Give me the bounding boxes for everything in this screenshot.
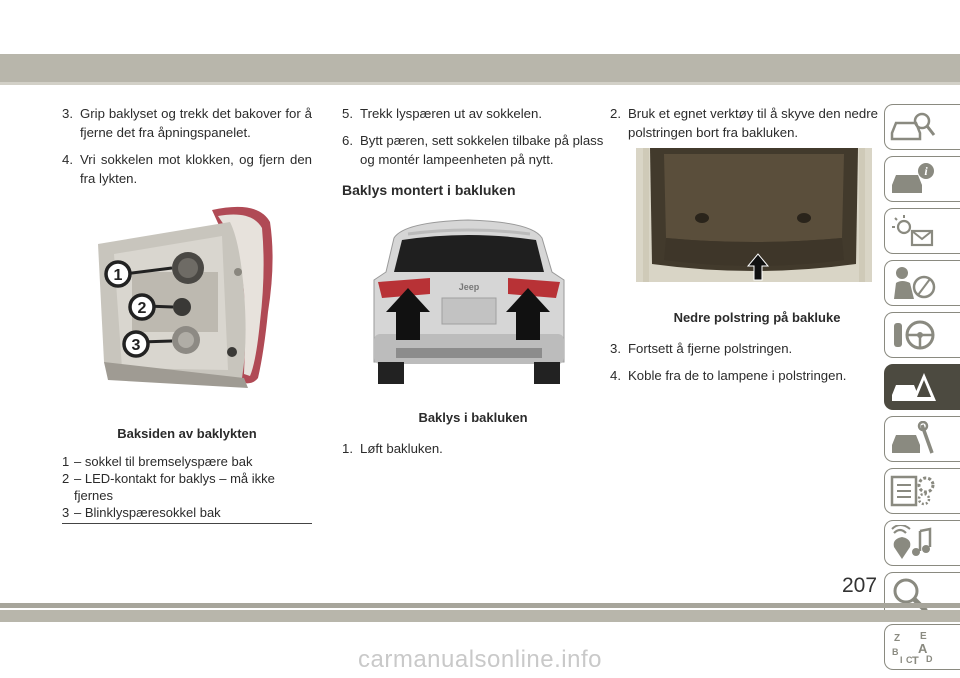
steering-wheel-icon	[890, 317, 936, 353]
car-search-icon	[890, 109, 936, 145]
car-info-icon	[890, 161, 936, 197]
callout-2: 2	[137, 300, 147, 317]
index-letter: Z	[894, 633, 901, 644]
legend-text: – LED-kontakt for baklys – må ikke fjernes	[74, 471, 275, 503]
step-number: 3.	[610, 341, 621, 356]
step-item	[610, 339, 882, 358]
index-letter: D	[926, 654, 933, 664]
step-text: Vri sokkelen mot klokken, og fjern den fra lykten.	[80, 152, 312, 186]
warning-lights-message-icon	[890, 213, 936, 249]
legend-number: 3	[62, 505, 70, 520]
tail-lamp-back-illustration	[62, 202, 312, 416]
sidebar-tab-car-info[interactable]	[884, 156, 960, 202]
car-wrench-icon	[890, 421, 936, 457]
step-number: 5.	[342, 106, 353, 121]
figure-caption: Baksiden av baklykten	[117, 426, 257, 441]
liftgate-trim-illustration	[636, 148, 872, 282]
step-item	[342, 104, 604, 123]
hazard-car-icon	[890, 369, 936, 405]
step-item	[610, 104, 882, 142]
sidebar-tab-warning-lights[interactable]	[884, 208, 960, 254]
section-heading: Baklys montert i bakluken	[342, 182, 516, 198]
step-item	[610, 366, 882, 385]
step-text: Løft bakluken.	[360, 441, 443, 456]
svg-text:Jeep: Jeep	[458, 282, 480, 292]
footer-band-line	[0, 603, 960, 608]
sidebar-tab-emergency[interactable]	[884, 364, 960, 410]
sidebar-tab-steering[interactable]	[884, 312, 960, 358]
index-letter: B	[892, 647, 899, 657]
index-letter: A	[918, 641, 928, 656]
legend-item	[62, 504, 312, 521]
step-text: Bruk et egnet verktøy til å skyve den nedre polstringen bort fra bakluken.	[628, 106, 878, 140]
step-number: 4.	[62, 152, 73, 167]
passenger-airbag-icon	[890, 265, 936, 301]
step-text: Grip baklyset og trekk det bakover for å fjerne det fra åpningspanelet.	[80, 106, 312, 140]
step-text: Bytt pæren, sett sokkelen tilbake på plass og montér lampeenheten på nytt.	[360, 133, 604, 167]
sidebar-tab-service[interactable]	[884, 416, 960, 462]
step-item	[342, 439, 604, 458]
legend-number: 1	[62, 454, 70, 469]
callout-3: 3	[131, 337, 141, 354]
legend-text: – sokkel til bremselyspære bak	[74, 454, 253, 469]
multimedia-note-icon	[890, 525, 936, 561]
column-2	[342, 104, 604, 466]
step-item	[342, 131, 604, 169]
step-item	[62, 104, 312, 142]
page-number: 207	[842, 574, 878, 597]
figure-legend	[62, 453, 312, 524]
index-letter: C	[906, 655, 913, 665]
footer-band	[0, 610, 960, 622]
chapter-sidebar	[884, 104, 960, 676]
step-item	[62, 150, 312, 188]
svg-text:i: i	[924, 164, 928, 178]
sidebar-tab-specifications[interactable]	[884, 468, 960, 514]
index-letter: E	[920, 631, 927, 642]
figure-caption: Nedre polstring på bakluke	[673, 310, 841, 325]
step-text: Koble fra de to lampene i polstringen.	[628, 368, 847, 383]
header-band-line	[0, 82, 960, 85]
column-1	[62, 104, 312, 524]
step-number: 3.	[62, 106, 73, 121]
step-number: 1.	[342, 441, 353, 456]
header-band	[0, 54, 960, 82]
step-number: 6.	[342, 133, 353, 148]
specifications-gear-icon	[890, 473, 936, 509]
column-3	[610, 104, 882, 393]
step-number: 4.	[610, 368, 621, 383]
callout-1: 1	[113, 267, 123, 284]
index-letter: I	[900, 655, 903, 665]
step-number: 2.	[610, 106, 621, 121]
index-letter: T	[912, 655, 919, 665]
legend-divider	[62, 523, 312, 524]
legend-number: 2	[62, 471, 70, 486]
legend-item	[62, 470, 312, 504]
sidebar-tab-airbag[interactable]	[884, 260, 960, 306]
watermark-text: carmanualsonline.info	[358, 646, 602, 673]
sidebar-tab-multimedia[interactable]	[884, 520, 960, 566]
suv-rear-illustration	[338, 216, 600, 396]
step-text: Fortsett å fjerne polstringen.	[628, 341, 793, 356]
legend-text: – Blinklyspæresokkel bak	[74, 505, 221, 520]
legend-item	[62, 453, 312, 470]
step-text: Trekk lyspæren ut av sokkelen.	[360, 106, 543, 121]
sidebar-tab-car-search[interactable]	[884, 104, 960, 150]
figure-caption: Baklys i bakluken	[418, 410, 528, 425]
